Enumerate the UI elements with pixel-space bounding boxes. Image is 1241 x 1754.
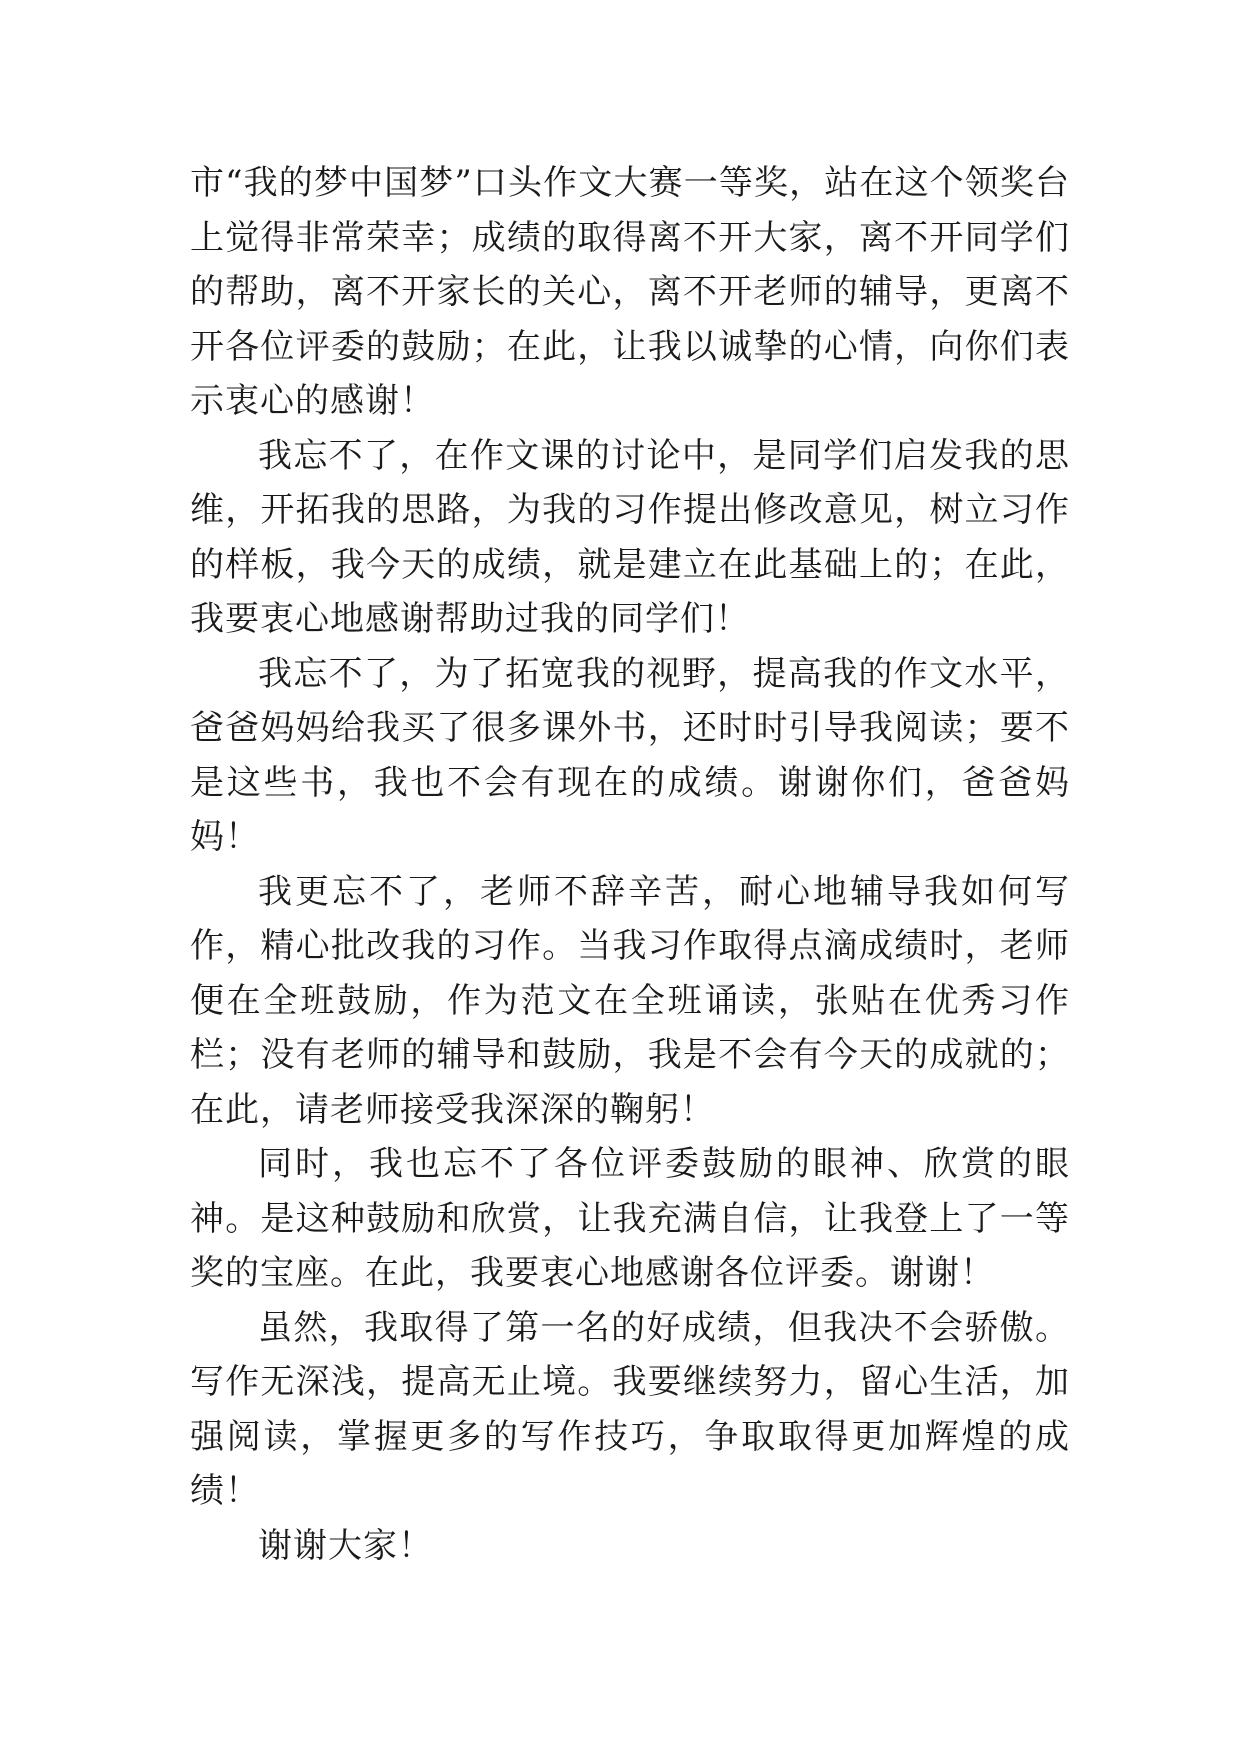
- paragraph-6: 虽然，我取得了第一名的好成绩，但我决不会骄傲。写作无深浅，提高无止境。我要继续努力，留心生活，加强阅读，掌握更多的写作技巧，争取取得更加辉煌的成绩！: [190, 1307, 1070, 1511]
- paragraph-4: 我更忘不了，老师不辞辛苦，耐心地辅导我如何写作，精心批改我的习作。当我习作取得点滴成绩时，老师便在全班鼓励，作为范文在全班诵读，张贴在优秀习作栏；没有老师的辅导和鼓励，我是不会有今天的成就的；在此，请老师接受我深深的鞠躬！: [190, 871, 1070, 1130]
- paragraph-2: 我忘不了，在作文课的讨论中，是同学们启发我的思维，开拓我的思路，为我的习作提出修改意见，树立习作的样板，我今天的成绩，就是建立在此基础上的；在此，我要衷心地感谢帮助过我的同学们！: [190, 435, 1070, 639]
- speech-body: [190, 156, 1070, 1573]
- paragraph-3: 我忘不了，为了拓宽我的视野，提高我的作文水平，爸爸妈妈给我买了很多课外书，还时时引导我阅读；要不是这些书，我也不会有现在的成绩。谢谢你们，爸爸妈妈！: [190, 653, 1070, 857]
- paragraph-1: 市“我的梦中国梦”口头作文大赛一等奖，站在这个领奖台上觉得非常荣幸；成绩的取得离不开大家，离不开同学们的帮助，离不开家长的关心，离不开老师的辅导，更离不开各位评委的鼓励；在此，让我以诚挚的心情，向你们表示衷心的感谢！: [190, 163, 1070, 421]
- paragraph-5: 同时，我也忘不了各位评委鼓励的眼神、欣赏的眼神。是这种鼓励和欣赏，让我充满自信，让我登上了一等奖的宝座。在此，我要衷心地感谢各位评委。谢谢！: [190, 1144, 1070, 1293]
- paragraph-7: 谢谢大家！: [258, 1525, 433, 1566]
